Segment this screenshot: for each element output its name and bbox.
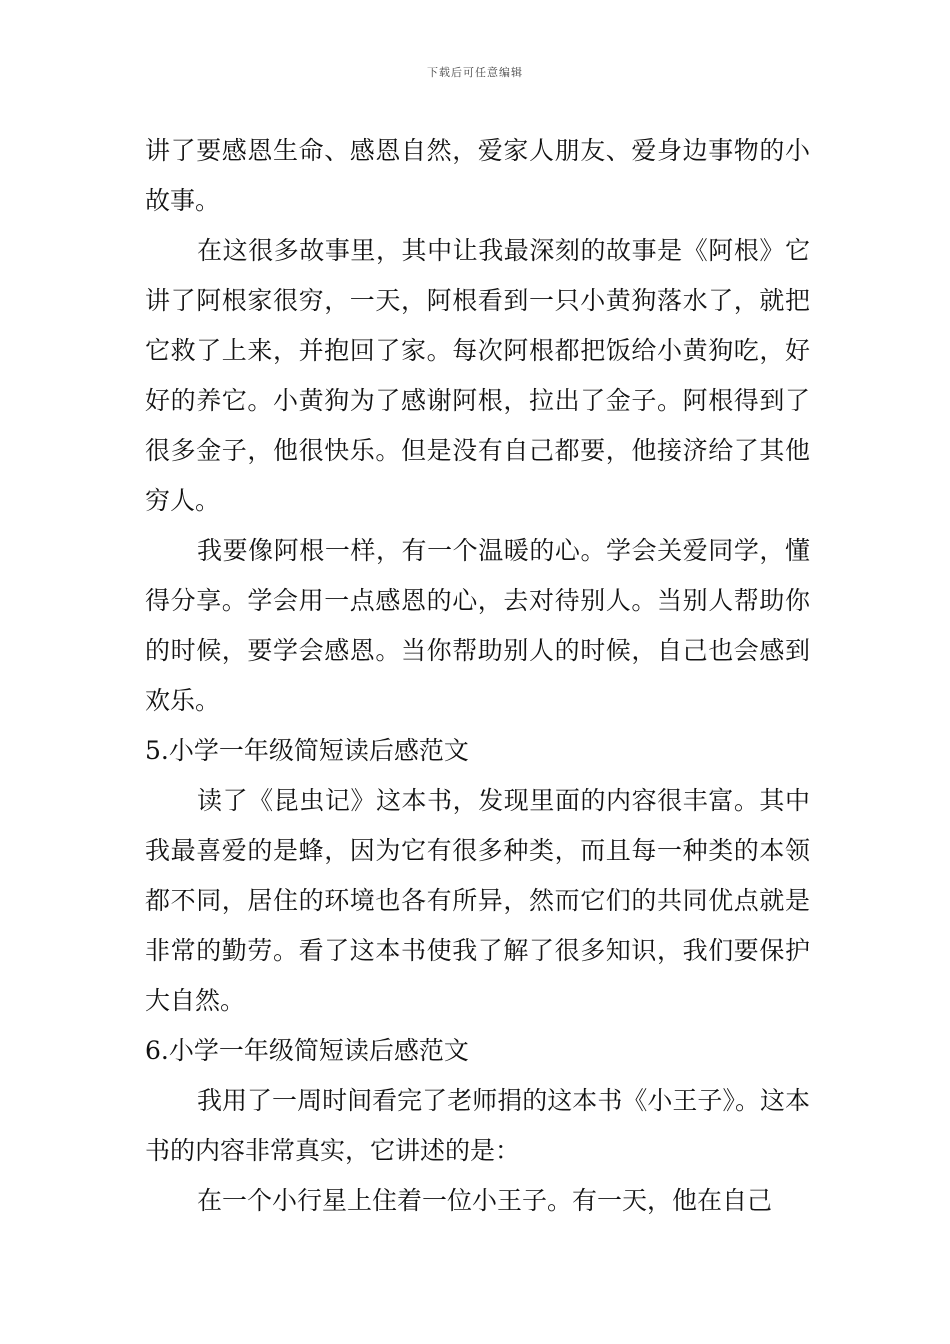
- page-header: 下载后可任意编辑: [427, 66, 523, 79]
- paragraph-insect-book: 读了《昆虫记》这本书，发现里面的内容很丰富。其中我最喜爱的是蜂，因为它有很多种类，而且每一种类的本领都不同，居住的环境也各有所异，然而它们的共同优点就是非常的勤劳。看了这本书使我了解了很多知识，我们要保护大自然。: [145, 786, 810, 1015]
- paragraph-a-gen-reflection: 我要像阿根一样，有一个温暖的心。学会关爱同学，懂得分享。学会用一点感恩的心，去对待别人。当别人帮助你的时候，要学会感恩。当你帮助别人的时候，自己也会感到欢乐。: [145, 536, 810, 715]
- paragraph-little-prince-story: 在一个小行星上住着一位小王子。有一天，他在自己: [197, 1186, 773, 1215]
- section-heading-6: 6.小学一年级简短读后感范文: [145, 1036, 469, 1065]
- paragraph-continuation: 讲了要感恩生命、感恩自然，爱家人朋友、爱身边事物的小故事。: [145, 136, 810, 215]
- document-body: [145, 126, 810, 1226]
- paragraph-little-prince-intro: 我用了一周时间看完了老师捐的这本书《小王子》。这本书的内容非常真实，它讲述的是：: [145, 1086, 810, 1165]
- paragraph-a-gen-story: 在这很多故事里，其中让我最深刻的故事是《阿根》它讲了阿根家很穷，一天，阿根看到一只小黄狗落水了，就把它救了上来，并抱回了家。每次阿根都把饭给小黄狗吃，好好的养它。小黄狗为了感谢阿根，拉出了金子。阿根得到了很多金子，他很快乐。但是没有自己都要，他接济给了其他穷人。: [145, 236, 810, 515]
- section-heading-5: 5.小学一年级简短读后感范文: [145, 736, 469, 765]
